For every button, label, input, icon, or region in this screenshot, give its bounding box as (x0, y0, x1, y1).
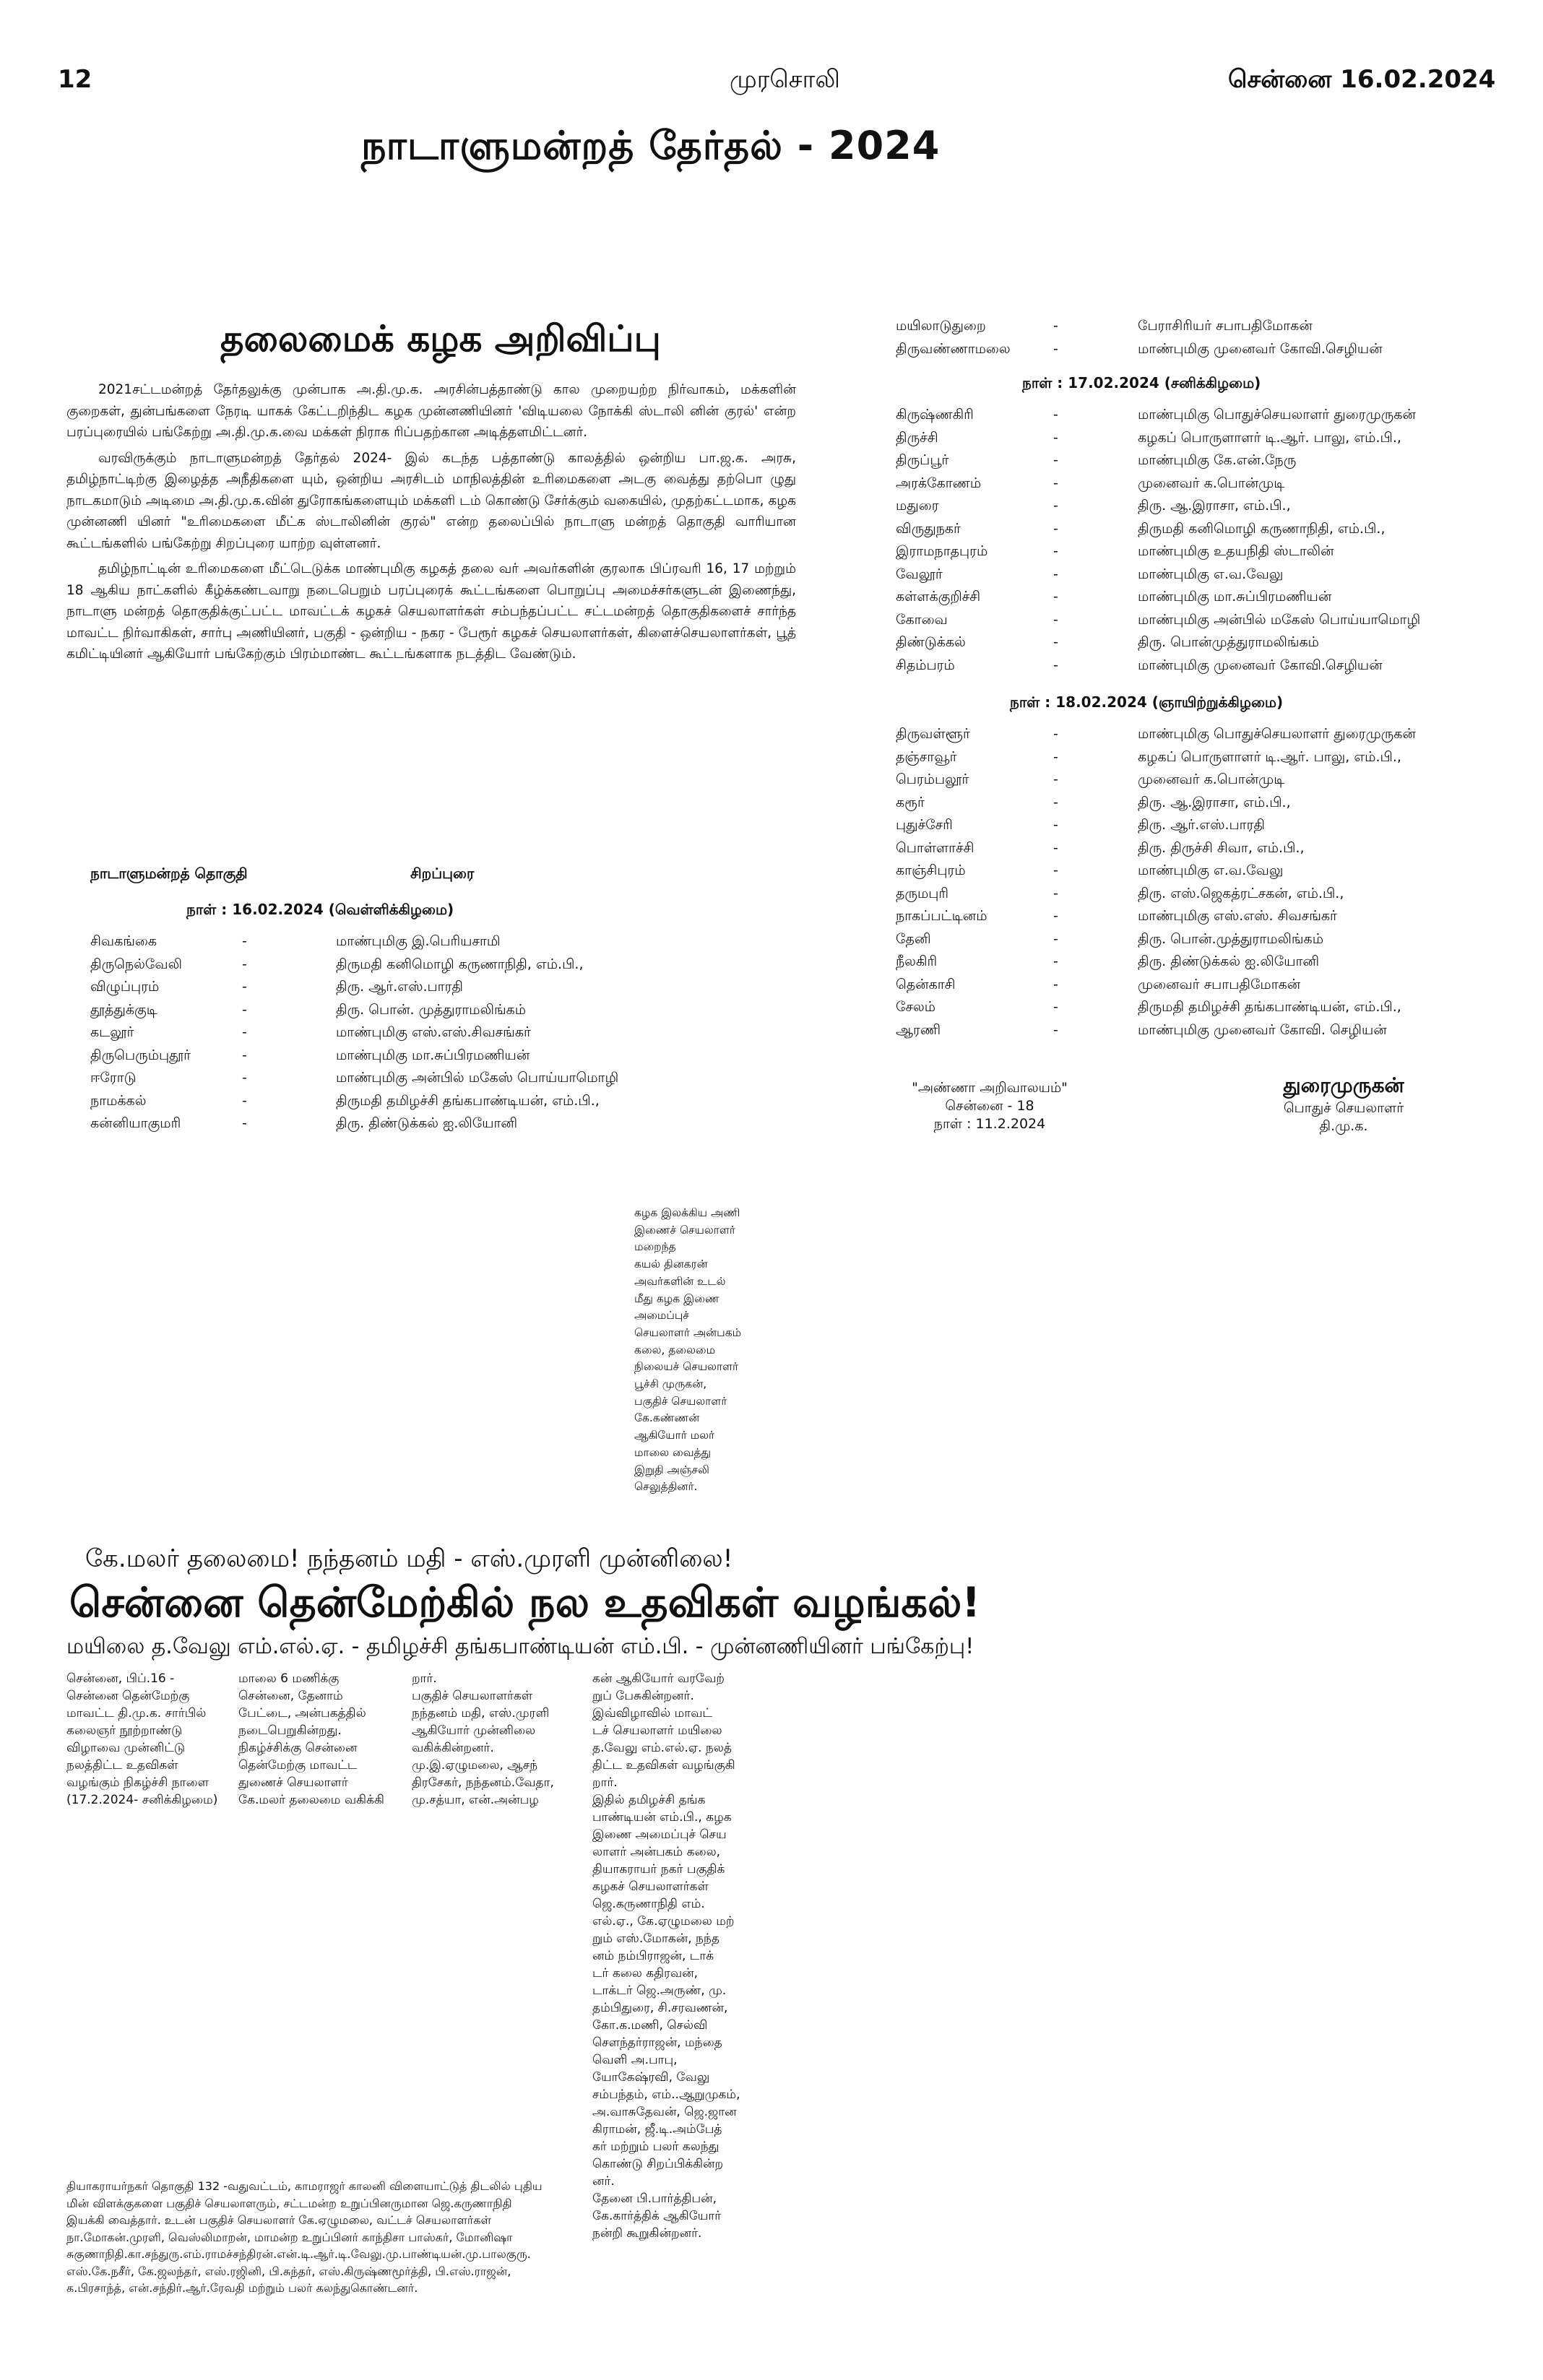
separator-dash: - (1053, 634, 1058, 650)
text-line: லாளர் அன்பகம் கலை, (592, 1845, 721, 1859)
speaker-name: திரு. ஆ.இராசா, எம்.பி., (1138, 498, 1291, 514)
text-line: மின் விளக்குகளை பகுதிச் செயலாளரும், சட்டமன்ற உறுப்பினருமான ஜெ.கருணாநிதி (66, 2196, 512, 2210)
speaker-name: திரு. பொன்முத்துராமலிங்கம் (1138, 634, 1319, 650)
schedule-row (896, 862, 1474, 886)
separator-dash: - (1053, 520, 1058, 537)
text-line: எஸ்.கே.நசீர், கே.ஜலந்தர், எஸ்.ரஜினி, பி.சுந்தர், எஸ்.கிருஷ்ணமூர்த்தி, பி.எஸ்.ராஜன், (66, 2264, 511, 2278)
constituency-name: மயிலாடுதுறை (896, 318, 986, 334)
notice-date: நாள் : 11.2.2024 (933, 1116, 1046, 1132)
article-photo-caption (66, 2178, 572, 2297)
article-column-1 (66, 1670, 222, 1809)
text-line: கொண்டு சிறப்பிக்கின்ற (592, 2157, 724, 2171)
text-line: செயலாளர் அன்பகம் (634, 1325, 742, 1339)
separator-dash: - (1053, 794, 1058, 810)
text-line: நிகழ்ச்சிக்கு சென்னை (238, 1741, 358, 1755)
constituency-name: கோவை (896, 611, 948, 628)
text-line: மு.சத்யா, என்.அன்பழ (412, 1793, 539, 1807)
day1-schedule-continued (896, 318, 1474, 363)
speaker-name: மாண்புமிகு மா.சுப்பிரமணியன் (336, 1047, 530, 1063)
constituency-name: சேலம் (896, 999, 936, 1015)
constituency-name: கிருஷ்ணகிரி (896, 407, 974, 423)
separator-dash: - (1053, 452, 1058, 468)
constituency-name: திருச்சி (896, 429, 938, 446)
speaker-name: மாண்புமிகு முனைவர் கோவி. செழியன் (1138, 1021, 1387, 1038)
day1-label: நாள் : 16.02.2024 (வெள்ளிக்கிழமை) (186, 901, 454, 918)
speaker-name: மாண்புமிகு எ.வ.வேலு (1138, 862, 1284, 878)
column-header-speaker: சிறப்புரை (410, 865, 475, 882)
text-line: திட்ட உதவிகள் வழங்குகி (592, 1758, 735, 1773)
article-column-2 (238, 1670, 394, 1809)
separator-dash: - (1053, 885, 1058, 901)
schedule-row (896, 318, 1474, 341)
constituency-name: ஈரோடு (90, 1070, 137, 1086)
constituency-name: நாமக்கல் (90, 1092, 147, 1109)
text-line: றுப் பேசுகின்றனர். (592, 1689, 694, 1703)
text-line: கன் ஆகியோர் வரவேற் (592, 1671, 725, 1686)
text-line: பூச்சி முருகன், (634, 1377, 707, 1391)
schedule-row (896, 430, 1474, 453)
article-subhead: மயிலை த.வேலு எம்.எல்.ஏ. - தமிழச்சி தங்கபாண்டியன் எம்.பி. - முன்னணியினர் பங்கேற்பு! (66, 1634, 974, 1659)
separator-dash: - (1053, 1021, 1058, 1038)
speaker-name: மாண்புமிகு எஸ்.எஸ். சிவசங்கர் (1138, 908, 1337, 924)
text-line: நன்றி கூறுகின்றனர். (592, 2226, 702, 2241)
text-line: அ.வாசுதேவன், ஜெ.ஜான (592, 2105, 737, 2119)
schedule-row (896, 1022, 1474, 1045)
schedule-row (90, 1070, 740, 1093)
text-line: மாலை 6 மணிக்கு (238, 1671, 340, 1686)
text-line: கழகச் செயலாளர்கள் (592, 1879, 709, 1894)
separator-dash: - (1053, 318, 1058, 334)
separator-dash: - (1053, 771, 1058, 787)
text-line: கலை, தலைமை (634, 1343, 716, 1356)
article-column-4 (592, 1670, 748, 2242)
separator-dash: - (1053, 589, 1058, 605)
text-line: செலுத்தினர். (634, 1480, 698, 1494)
newspaper-name: முரசொலி (730, 65, 840, 94)
text-line: றார். (592, 1775, 618, 1790)
text-line: றார். (412, 1671, 437, 1686)
speaker-name: மாண்புமிகு கே.என்.நேரு (1138, 452, 1297, 468)
separator-dash: - (1053, 566, 1058, 582)
constituency-name: கரூர் (896, 794, 925, 810)
schedule-row (90, 933, 740, 956)
speaker-name: மாண்புமிகு அன்பில் மகேஸ் பொய்யாமொழி (336, 1070, 619, 1086)
separator-dash: - (1053, 862, 1058, 878)
text-line: தியாகராயர் நகர் பகுதிக் (592, 1862, 725, 1877)
schedule-row (896, 341, 1474, 364)
schedule-row (896, 726, 1474, 749)
schedule-row (90, 956, 740, 979)
speaker-name: மாண்புமிகு இ.பெரியசாமி (336, 933, 501, 949)
constituency-name: திருவண்ணாமலை (896, 340, 1011, 357)
text-line: வெளி அ.பாபு, (592, 2053, 678, 2067)
speaker-name: மாண்புமிகு எ.வ.வேலு (1138, 566, 1284, 582)
text-line: கே.கண்ணன் (634, 1411, 700, 1425)
separator-dash: - (1053, 726, 1058, 742)
text-line: சென்னை, பிப்.16 - (66, 1671, 175, 1686)
text-line: கிராமன், ஜீ.டி.அம்பேத் (592, 2122, 722, 2137)
speaker-name: திரு. ஆர்.எஸ்.பாரதி (336, 979, 463, 995)
speaker-name: மாண்புமிகு உதயநிதி ஸ்டாலின் (1138, 543, 1334, 559)
intro-paragraph-1: 2021சட்டமன்றத் தேர்தலுக்கு முன்பாக அ.தி.மு.க. அரசின்பத்தாண்டு கால முறையற்ற நிர்வாகம், மக்களின் குறைகள், துன்பங்களை நேரடி யாகக் கேட்டறிந்திட கழக முன்னணியினர் 'விடியலை நோக்கி ஸ்டாலி னின் குரல்' என்ற பரப்புரையில் பங்கேற்று அ.தி.மு.க.வை மக்கள் நிராக ரிப்பதற்கான அடித்தளமிட்டனர். (66, 382, 796, 440)
text-line: தென்மேற்கு மாவட்ட (238, 1758, 358, 1773)
schedule-row (896, 407, 1474, 430)
separator-dash: - (1053, 407, 1058, 423)
separator-dash: - (242, 1001, 247, 1018)
text-line: அமைப்புச் (634, 1309, 690, 1323)
text-line: நடைபெறுகின்றது. (238, 1723, 342, 1738)
speaker-name: திரு. திருச்சி சிவா, எம்.பி., (1138, 839, 1305, 856)
separator-dash: - (1053, 817, 1058, 833)
constituency-name: தஞ்சாவூர் (896, 748, 957, 765)
speaker-name: மாண்புமிகு மா.சுப்பிரமணியன் (1138, 589, 1332, 605)
separator-dash: - (242, 933, 247, 949)
text-line: மாலை வைத்து (634, 1445, 712, 1459)
constituency-name: மதுரை (896, 498, 939, 514)
text-line: இணைச் செயலாளர் (634, 1223, 735, 1237)
separator-dash: - (242, 1024, 247, 1040)
text-line: அவர்களின் உடல் (634, 1274, 726, 1288)
notice-intro (66, 379, 796, 670)
text-line: ஆகியோர் மலர் (634, 1429, 715, 1442)
tribute-photo-caption (634, 1205, 772, 1496)
day3-label: நாள் : 18.02.2024 (ஞாயிற்றுக்கிழமை) (1010, 693, 1284, 711)
text-line: வகிக்கின்றனர். (412, 1741, 494, 1755)
constituency-name: தென்காசி (896, 976, 956, 992)
text-line: விழாவை முன்னிட்டு (66, 1741, 186, 1755)
text-line: சௌந்தர்ராஜன், மந்தை (592, 2035, 722, 2050)
separator-dash: - (1053, 611, 1058, 628)
separator-dash: - (1053, 748, 1058, 765)
constituency-name: விழுப்புரம் (90, 979, 160, 995)
constituency-name: கடலூர் (90, 1024, 134, 1040)
schedule-row (90, 979, 740, 1002)
text-line: த.வேலு எம்.எல்.ஏ. நலத் (592, 1741, 732, 1755)
text-line: நந்தனம் மதி, எஸ்.முரளி (412, 1706, 550, 1721)
constituency-name: நாகப்பட்டினம் (896, 908, 987, 924)
schedule-row (90, 1047, 740, 1070)
speaker-name: திருமதி கனிமொழி கருணாநிதி, எம்.பி., (336, 956, 584, 972)
text-line: மறைந்த (634, 1240, 676, 1254)
text-line: சென்னை, தேனாம் (238, 1689, 343, 1703)
schedule-row (896, 749, 1474, 772)
constituency-name: நீலகிரி (896, 953, 938, 969)
notice-title: தலைமைக் கழக அறிவிப்பு (220, 318, 661, 360)
constituency-name: திண்டுக்கல் (896, 634, 966, 650)
speaker-name: திருமதி தமிழச்சி தங்கபாண்டியன், எம்.பி., (1138, 999, 1401, 1015)
constituency-name: திருவள்ளூர் (896, 726, 970, 742)
text-line: மு.இ.ஏழுமலை, ஆசந் (412, 1758, 538, 1773)
constituency-name: புதுச்சேரி (896, 817, 953, 833)
constituency-name: இராமநாதபுரம் (896, 543, 988, 559)
constituency-name: விருதுநகர் (896, 520, 961, 537)
signature-block (1235, 1073, 1452, 1136)
constituency-name: சிவகங்கை (90, 933, 157, 949)
schedule-row (896, 612, 1474, 635)
text-line: மாவட்ட தி.மு.க. சார்பில் (66, 1706, 207, 1721)
text-line: சென்னை தென்மேற்கு (66, 1689, 190, 1703)
constituency-name: பெரம்பலூர் (896, 771, 969, 787)
speaker-name: திரு. பொன். முத்துராமலிங்கம் (336, 1001, 527, 1018)
separator-dash: - (1053, 930, 1058, 947)
intro-paragraph-3: தமிழ்நாட்டின் உரிமைகளை மீட்டெடுக்க மாண்புமிகு கழகத் தலை வர் அவர்களின் குரலாக பிப்ரவரி 16, 17 மற்றும் 18 ஆகிய நாட்களில் கீழ்க்கண்டவாறு நடைபெறும் பரப்புரைக் கூட்டங்களை பொறுப்பு அமைச்சர்களுடன் இணைந்து, நாடாளு மன்றத் தொகுதிக்குட்பட்ட மாவட்டக் கழகச் செயலாளர்கள் சம்பந்தப்பட்ட சட்டமன்றத் தொகுதிகளைச் சார்ந்த மாவட்ட நிர்வாகிகள், சார்பு அணியினர், பகுதி - ஒன்றிய - நகர - பேரூர் கழகச் செயலாளர்கள், கிளைச்செயலாளர்கள், பூத் கமிட்டியினர் ஆகியோர் பங்கேற்கும் பிரம்மாண்ட கூட்டங்களாக நடத்திட வேண்டும். (66, 561, 796, 662)
schedule-row (896, 771, 1474, 795)
schedule-row (90, 1093, 740, 1116)
text-line: தேனை பி.பார்த்திபன், (592, 2191, 717, 2206)
speaker-name: திருமதி கனிமொழி கருணாநிதி, எம்.பி., (1138, 520, 1386, 537)
separator-dash: - (1053, 999, 1058, 1015)
speaker-name: முனைவர் க.பொன்முடி (1138, 771, 1285, 787)
separator-dash: - (242, 979, 247, 995)
signatory-title: பொதுச் செயலாளர் (1283, 1100, 1404, 1116)
separator-dash: - (242, 1092, 247, 1109)
speaker-name: முனைவர் க.பொன்முடி (1138, 475, 1285, 491)
election-title: நாடாளுமன்றத் தேர்தல் - 2024 (361, 123, 941, 168)
article-column-3 (412, 1670, 567, 1809)
speaker-name: திரு. ஆ.இராசா, எம்.பி., (1138, 794, 1291, 810)
text-line: னம் நம்பிராஜன், டாக் (592, 1949, 714, 1963)
schedule-row (896, 475, 1474, 498)
text-line: பேட்டை, அன்பகத்தில் (238, 1706, 366, 1721)
separator-dash: - (1053, 475, 1058, 491)
office-address (892, 1080, 1087, 1134)
text-line: கயல் தினகரன் (634, 1258, 708, 1271)
schedule-row (896, 953, 1474, 977)
intro-paragraph-2: வரவிருக்கும் நாடாளுமன்றத் தேர்தல் 2024- இல் கடந்த பத்தாண்டு காலத்தில் ஒன்றிய பா.ஜ.க. அரசு, தமிழ்நாட்டிற்கு இழைத்த அநீதிகளை யும், ஒன்றிய அரசிடம் மாநிலத்தின் உரிமைகளை அடகு வைத்து தற்பொ ழுது நாடகமாடும் அடிமை அ.தி.மு.க.வின் துரோகங்களையும் மக்களி டம் கொண்டு சேர்க்கும் வகையில், முதற்கட்டமாக, கழக முன்னணி யினர் "உரிமைகளை மீட்க ஸ்டாலினின் குரல்" என்ற தலைப்பில் நாடாளு மன்றத் தொகுதி வாரியான கூட்டங்களில் பங்கேற்று சிறப்புரை யாற்ற வுள்ளனர். (66, 450, 796, 551)
separator-dash: - (1053, 908, 1058, 924)
text-line: டர் கலை கதிரவன், (592, 1966, 699, 1981)
text-line: இவ்விழாவில் மாவட் (592, 1706, 712, 1721)
page-number: 12 (58, 65, 92, 94)
text-line: நலத்திட்ட உதவிகள் (66, 1758, 178, 1773)
separator-dash: - (1053, 953, 1058, 969)
text-line: றும் எஸ்.மோகன், நந்த (592, 1931, 719, 1946)
speaker-name: மாண்புமிகு அன்பில் மகேஸ் பொய்யாமொழி (1138, 611, 1421, 628)
schedule-row (896, 908, 1474, 931)
text-line: பாண்டியன் எம்.பி., கழக (592, 1810, 732, 1825)
constituency-name: அரக்கோணம் (896, 475, 982, 491)
article-kicker: கே.மலர் தலைமை! நந்தனம் மதி - எஸ்.முரளி முன்னிலை! (85, 1544, 733, 1573)
speaker-name: பேராசிரியர் சபாபதிமோகன் (1138, 318, 1313, 334)
constituency-name: தேனி (896, 930, 931, 947)
text-line: இயக்கி வைத்தார். உடன் பகுதிச் செயலாளர் கே.ஏழுமலை, வட்டச் செயலாளர்கள் (66, 2213, 491, 2227)
schedule-row (896, 543, 1474, 566)
separator-dash: - (1053, 839, 1058, 856)
text-line: சுகுணாநிதி.கா.சந்துரு.எம்.ராமச்சந்திரன்.என்.டி.ஆர்.டி.வேலு.மு.பாண்டியன்.மு.பாலகுரு. (66, 2247, 531, 2261)
schedule-row (896, 977, 1474, 1000)
constituency-name: திருப்பூர் (896, 452, 949, 468)
text-line: திரசேகர், நந்தனம்.வேதா, (412, 1775, 554, 1790)
text-line: பகுதிச் செயலாளர் (634, 1394, 727, 1408)
constituency-name: தூத்துக்குடி (90, 1001, 157, 1018)
schedule-row (896, 886, 1474, 909)
text-line: டச் செயலாளர் மயிலை (592, 1723, 722, 1738)
day2-label: நாள் : 17.02.2024 (சனிக்கிழமை) (1022, 374, 1261, 391)
text-line: இணை அமைப்புச் செய (592, 1827, 727, 1842)
text-line: பகுதிச் செயலாளர்கள் (412, 1689, 533, 1703)
separator-dash: - (1053, 543, 1058, 559)
speaker-name: திரு. பொன்.முத்துராமலிங்கம் (1138, 930, 1323, 947)
text-line: இறுதி அஞ்சலி (634, 1463, 709, 1476)
article-headline: சென்னை தென்மேற்கில் நல உதவிகள் வழங்கல்! (69, 1579, 981, 1627)
column-header-constituency: நாடாளுமன்றத் தொகுதி (90, 865, 248, 882)
schedule-row (90, 1115, 740, 1138)
schedule-row (90, 1024, 740, 1047)
text-line: ஆகியோர் முன்னிலை (412, 1723, 536, 1738)
schedule-row (896, 999, 1474, 1022)
speaker-name: கழகப் பொருளாளர் டி.ஆர். பாலு, எம்.பி., (1138, 429, 1401, 446)
day1-schedule (90, 933, 740, 1138)
schedule-row (896, 634, 1474, 657)
separator-dash: - (1053, 498, 1058, 514)
text-line: கழக இலக்கிய அணி (634, 1206, 740, 1219)
text-line: நிலையச் செயலாளர் (634, 1360, 739, 1374)
separator-dash: - (1053, 429, 1058, 446)
text-line: துணைச் செயலாளர் (238, 1775, 348, 1790)
text-line: கோ.க.மணி, செல்வி (592, 2018, 708, 2033)
text-line: தம்பிதுரை, சி.சரவணன், (592, 2001, 728, 2015)
schedule-row (896, 521, 1474, 544)
speaker-name: திருமதி தமிழச்சி தங்கபாண்டியன், எம்.பி., (336, 1092, 600, 1109)
schedule-row (896, 589, 1474, 612)
office-name: "அண்ணா அறிவாலயம்" (912, 1080, 1068, 1096)
signatory-party: தி.மு.க. (1319, 1118, 1368, 1134)
separator-dash: - (1053, 976, 1058, 992)
text-line: கே.கார்த்திக் ஆகியோர் (592, 2209, 722, 2223)
speaker-name: மாண்புமிகு முனைவர் கோவி.செழியன் (1138, 340, 1383, 357)
separator-dash: - (242, 956, 247, 972)
speaker-name: மாண்புமிகு முனைவர் கோவி.செழியன் (1138, 657, 1383, 673)
day2-schedule (896, 407, 1474, 680)
text-line: கர் மற்றும் பலர் கலந்து (592, 2139, 719, 2154)
constituency-name: திருநெல்வேலி (90, 956, 182, 972)
text-line: எல்.ஏ., கே.ஏழுமலை மற் (592, 1914, 735, 1929)
text-line: சம்பந்தம், எம்..ஆறுமுகம், (592, 2087, 740, 2102)
constituency-name: சிதம்பரம் (896, 657, 955, 673)
speaker-name: முனைவர் சபாபதிமோகன் (1138, 976, 1301, 992)
text-line: நா.மோகன்.முரளி, வெஸ்லிமாறன், மாமன்ற உறுப்பினர் காந்திசா பாஸ்கர், மோனிஷா (66, 2230, 513, 2244)
text-line: (17.2.2024- சனிக்கிழமை) (66, 1793, 218, 1807)
text-line: மீது கழக இணை (634, 1291, 719, 1305)
text-line: வழங்கும் நிகழ்ச்சி நாளை (66, 1775, 209, 1790)
schedule-row (90, 1002, 740, 1025)
header-date: சென்னை 16.02.2024 (1228, 65, 1496, 94)
text-line: தியாகராயர்நகர் தொகுதி 132 -வதுவட்டம், காமராஜர் காலனி விளையாட்டுத் திடலில் புதிய (66, 2179, 543, 2193)
schedule-row (896, 931, 1474, 954)
text-line: யோகேஷ்ரவி, வேலு (592, 2070, 710, 2085)
text-line: கே.மலர் தலைமை வகிக்கி (238, 1793, 384, 1807)
speaker-name: திரு. எஸ்.ஜெகத்ரட்சகன், எம்.பி., (1138, 885, 1344, 901)
separator-dash: - (242, 1047, 247, 1063)
constituency-name: திருபெரும்புதூர் (90, 1047, 191, 1063)
speaker-name: மாண்புமிகு பொதுச்செயலாளர் துரைமுருகன் (1138, 407, 1416, 423)
speaker-name: மாண்புமிகு பொதுச்செயலாளர் துரைமுருகன் (1138, 726, 1416, 742)
schedule-row (896, 452, 1474, 475)
separator-dash: - (1053, 340, 1058, 357)
text-line: இதில் தமிழச்சி தங்க (592, 1793, 706, 1807)
constituency-name: பொள்ளாச்சி (896, 839, 974, 856)
schedule-row (896, 795, 1474, 818)
constituency-name: காஞ்சிபுரம் (896, 862, 966, 878)
schedule-row (896, 657, 1474, 680)
text-line: னர். (592, 2174, 615, 2189)
office-city: சென்னை - 18 (945, 1098, 1034, 1114)
schedule-row (896, 840, 1474, 863)
speaker-name: திரு. திண்டுக்கல் ஐ.லியோனி (1138, 953, 1320, 969)
separator-dash: - (1053, 657, 1058, 673)
speaker-name: மாண்புமிகு எஸ்.எஸ்.சிவசங்கர் (336, 1024, 531, 1040)
text-line: கலைஞர் நூற்றாண்டு (66, 1723, 183, 1738)
signatory-name: துரைமுருகன் (1283, 1073, 1404, 1097)
text-line: க.பிரசாந்த், என்.சந்திர்.ஆர்.ரேவதி மற்றும் பலர் கலந்துகொண்டனர். (66, 2281, 418, 2295)
speaker-name: திரு. ஆர்.எஸ்.பாரதி (1138, 817, 1265, 833)
constituency-name: கள்ளக்குறிச்சி (896, 589, 981, 605)
constituency-name: கன்னியாகுமரி (90, 1115, 181, 1131)
speaker-name: கழகப் பொருளாளர் டி.ஆர். பாலு, எம்.பி., (1138, 748, 1401, 765)
day3-schedule (896, 726, 1474, 1044)
constituency-name: தருமபுரி (896, 885, 949, 901)
text-line: டாக்டர் ஜெ.அருண், மு. (592, 1983, 727, 1998)
separator-dash: - (242, 1070, 247, 1086)
schedule-row (896, 498, 1474, 521)
separator-dash: - (242, 1115, 247, 1131)
constituency-name: ஆரணி (896, 1021, 941, 1038)
text-line: ஜெ.கருணாநிதி எம். (592, 1897, 705, 1911)
schedule-row (896, 817, 1474, 840)
schedule-row (896, 566, 1474, 589)
constituency-name: வேலூர் (896, 566, 943, 582)
speaker-name: திரு. திண்டுக்கல் ஐ.லியோனி (336, 1115, 518, 1131)
